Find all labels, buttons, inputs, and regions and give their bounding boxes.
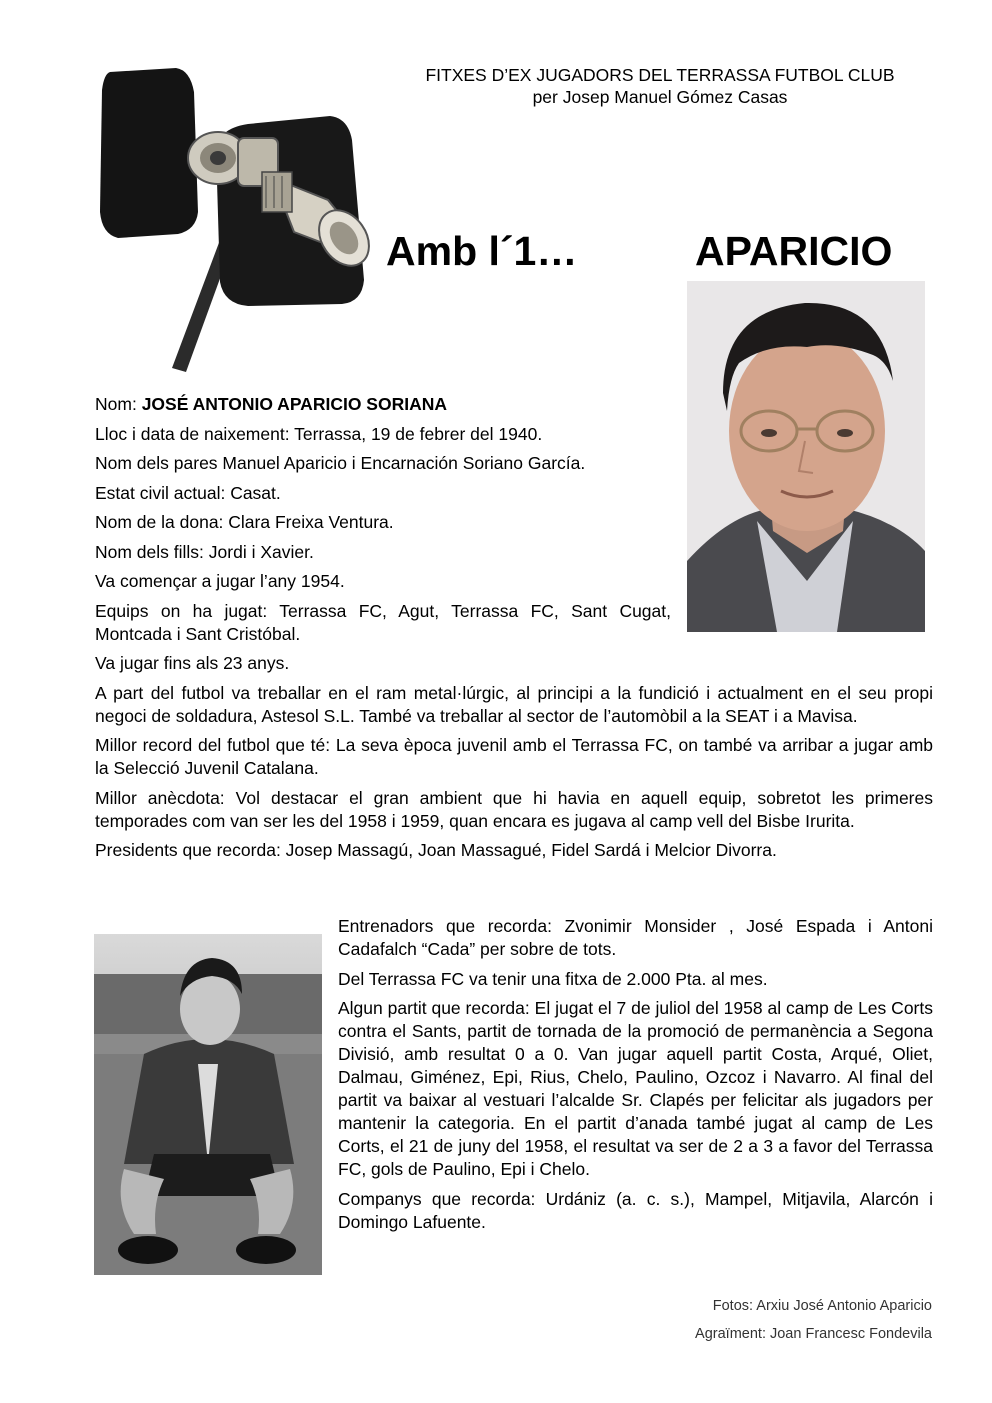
memories-column: [338, 915, 933, 1240]
player-info: [95, 393, 933, 869]
best-memory-paragraph: Millor record del futbol que té: La seva època juvenil amb el Terrassa FC, on també va arribar a jugar amb la Selecció Juvenil Catalana.: [95, 735, 933, 778]
contract-paragraph: Del Terrassa FC va tenir una fitxa de 2.000 Pta. al mes.: [338, 968, 768, 989]
children-line: Nom dels fills: Jordi i Xavier.: [95, 541, 314, 562]
coaches-paragraph: Entrenadors que recorda: Zvonimir Monsider , José Espada i Antoni Cadafalch “Cada” per sobre de tots.: [338, 916, 933, 959]
title-right: APARICIO: [695, 228, 893, 274]
name-label: Nom:: [95, 394, 142, 414]
presidents-paragraph: Presidents que recorda: Josep Massagú, Joan Massagué, Fidel Sardá i Melcior Divorra.: [95, 840, 777, 860]
name-line: [95, 393, 933, 416]
loudspeaker-image: [98, 62, 370, 372]
work-paragraph: A part del futbol va treballar en el ram metal·lúrgic, al principi a la fundició i actualment en el seu propi negoci de soldadura, Astesol S.L. També va treballar al sector de l’automòbil a la SEAT i a Mavisa.: [95, 682, 933, 726]
parents-line: Nom dels pares Manuel Aparicio i Encarnación Soriano García.: [95, 453, 586, 473]
acknowledgement: Agraïment: Joan Francesc Fondevila: [695, 1326, 932, 1342]
header-title: FITXES D’EX JUGADORS DEL TERRASSA FUTBOL CLUB: [425, 65, 895, 85]
player-name: JOSÉ ANTONIO APARICIO SORIANA: [141, 394, 447, 414]
credits: [695, 1294, 932, 1346]
anecdote-paragraph: Millor anècdota: Vol destacar el gran ambient que hi havia en aquell equip, sobretot les primeres temporades com van ser les del 1958 i 1959, quan encara es jugava al camp vell del Bisbe Irurita.: [95, 787, 933, 831]
teammates-paragraph: Companys que recorda: Urdániz (a. c. s.), Mampel, Mitjavila, Alarcón i Domingo Lafuente.: [338, 1188, 933, 1232]
civil-status-line: Estat civil actual: Casat.: [95, 482, 281, 503]
document-header: [330, 64, 990, 108]
start-line: Va començar a jugar l’any 1954.: [95, 571, 345, 591]
wife-line: Nom de la dona: Clara Freixa Ventura.: [95, 512, 394, 532]
header-author: per Josep Manuel Gómez Casas: [532, 87, 788, 107]
teams-line: Equips on ha jugat: Terrassa FC, Agut, Terrassa FC, Sant Cugat, Montcada i Sant Cristóbal.: [95, 600, 671, 644]
young-player-photo: [94, 934, 322, 1275]
photo-credit: Fotos: Arxiu José Antonio Aparicio: [712, 1298, 932, 1314]
speaker-box-left: [100, 68, 198, 238]
match-paragraph: Algun partit que recorda: El jugat el 7 de juliol del 1958 al camp de Les Corts contra el Sants, partit de tornada de la promoció de permanència a Segona Divisió, amb resultat 0 a 0. Van jugar aquell partit Costa, Arqué, Oliet, Dalmau, Giménez, Epi, Rius, Chelo, Paulino, Ozcoz i Navarro. Al final del partit va baixar al vestuari l’alcalde Sr. Clapés per felicitar als jugadors per mantenir la categoria. En el partit d’anada també jugat al camp de Les Corts, el 21 de juny del 1958, el resultat va ser de 2 a 3 a favor del Terrassa FC, gols de Paulino, Epi i Chelo.: [338, 998, 933, 1179]
title-left: Amb l´1…: [386, 228, 578, 274]
birth-line: Lloc i data de naixement: Terrassa, 19 de febrer del 1940.: [95, 423, 543, 444]
until-line: Va jugar fins als 23 anys.: [95, 653, 290, 673]
